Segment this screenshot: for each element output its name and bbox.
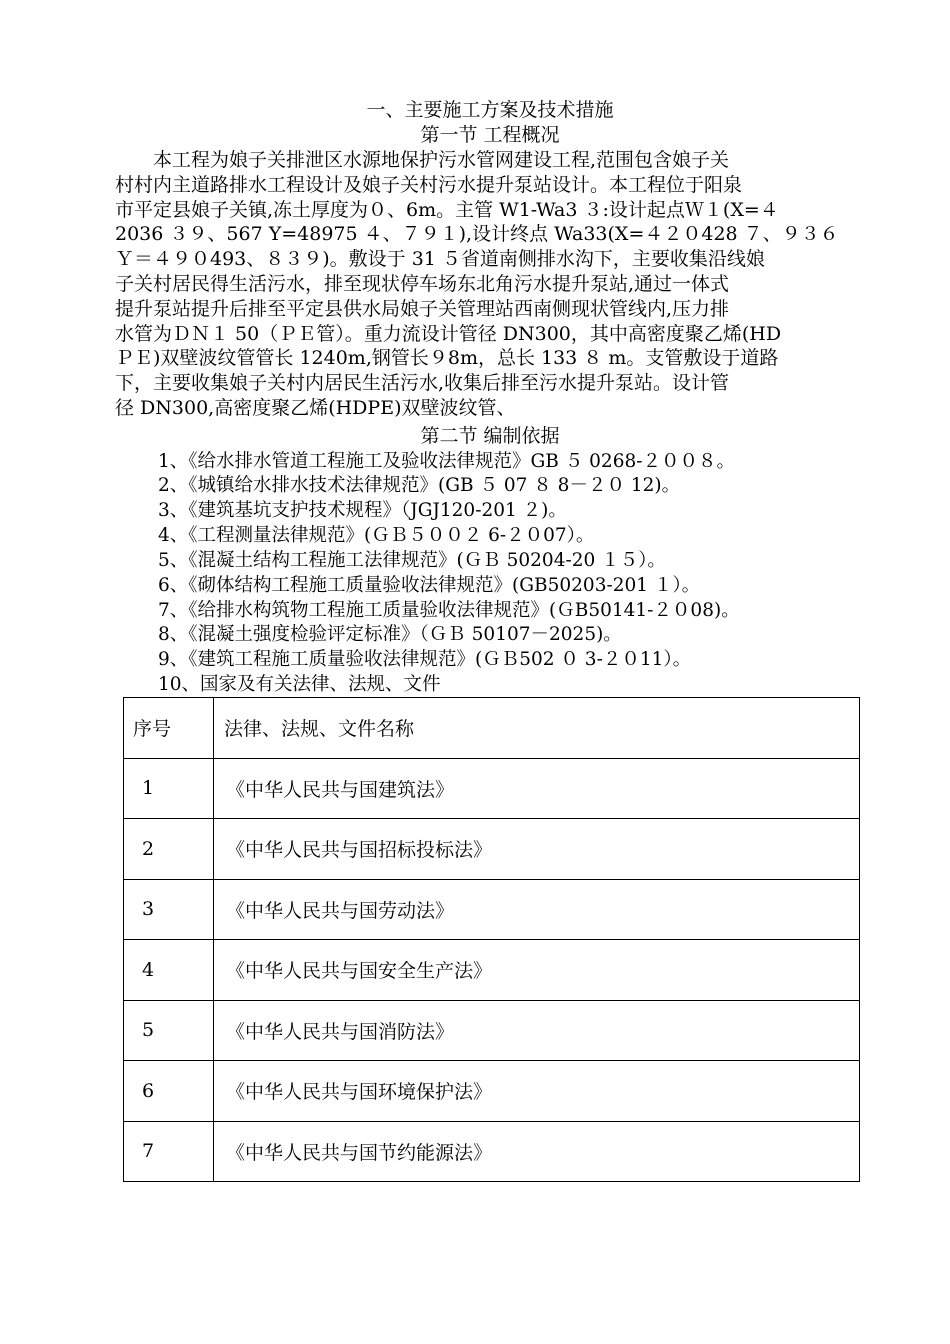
reference-item: 3、《建筑基坑支护技术规程》（JGJ120-201 ２)。 — [158, 500, 567, 521]
reference-item: 7、《给排水构筑物工程施工质量验收法律规范》(ＧB50141-２０08)。 — [158, 600, 740, 621]
row-law-name: 《中华人民共与国节约能源法》 — [214, 1121, 860, 1182]
header-cell-name: 法律、法规、文件名称 — [214, 698, 860, 759]
row-law-name: 《中华人民共与国安全生产法》 — [214, 940, 860, 1001]
paragraph-line: 径 DN300,高密度聚乙烯(HDPE)双壁波纹管、 — [115, 396, 516, 419]
row-law-name: 《中华人民共与国环境保护法》 — [214, 1061, 860, 1122]
table-row — [124, 879, 860, 940]
row-law-name: 《中华人民共与国招标投标法》 — [214, 819, 860, 880]
paragraph-line: 本工程为娘子关排泄区水源地保护污水管网建设工程,范围包含娘子关 — [115, 149, 730, 171]
reference-item: 10、国家及有关法律、法规、文件 — [158, 674, 441, 695]
section2-title: 第二节 编制依据 — [420, 425, 560, 447]
reference-item: 4、《工程测量法律规范》(ＧＢ５００２ 6-２０07）。 — [158, 525, 595, 546]
paragraph-line: 市平定县娘子关镇,冻土厚度为０、6m。主管 W1-Wa3 ３:设计起点Ｗ１(X=４ — [115, 198, 779, 221]
table-row — [124, 940, 860, 1001]
row-number: 6 — [124, 1061, 214, 1122]
row-number: 3 — [124, 879, 214, 940]
row-law-name: 《中华人民共与国劳动法》 — [214, 879, 860, 940]
paragraph-line: 子关村居民得生活污水，排至现状停车场东北角污水提升泵站,通过一体式 — [115, 272, 730, 295]
row-number: 2 — [124, 819, 214, 880]
row-number: 5 — [124, 1000, 214, 1061]
reference-item: 9、《建筑工程施工质量验收法律规范》(ＧＢ502 ０ 3-２０11）。 — [158, 649, 692, 670]
main-heading: 一、主要施工方案及技术措施 — [366, 99, 614, 121]
reference-item: 6、《砌体结构工程施工质量验收法律规范》(GB50203-201 １）。 — [158, 575, 701, 596]
paragraph-line: 2036 ３９、567 Y=48975 ４、７９１),设计终点 Wa33(X=４２０428 ７、９３６ — [115, 223, 839, 246]
laws-table — [123, 697, 860, 1182]
project-overview-paragraph — [115, 148, 860, 421]
row-number: 4 — [124, 940, 214, 1001]
reference-item: 8、《混凝土强度检验评定标准》（ＧＢ 50107－2025)。 — [158, 624, 622, 645]
paragraph-line: 下，主要收集娘子关村内居民生活污水,收集后排至污水提升泵站。设计管 — [115, 372, 730, 395]
header-cell-number: 序号 — [124, 698, 214, 759]
row-law-name: 《中华人民共与国建筑法》 — [214, 758, 860, 819]
paragraph-line: 水管为ＤＮ１ 50（ＰＥ管）。重力流设计管径 DN300，其中高密度聚乙烯(HD — [115, 322, 782, 345]
row-law-name: 《中华人民共与国消防法》 — [214, 1000, 860, 1061]
table-row — [124, 758, 860, 819]
table-row — [124, 819, 860, 880]
paragraph-line: 村村内主道路排水工程设计及娘子关村污水提升泵站设计。本工程位于阳泉 — [115, 173, 743, 196]
section1-title: 第一节 工程概况 — [420, 124, 560, 146]
paragraph-line: ＰＥ)双壁波纹管管长 1240m,钢管长９8m，总长 133 ８ m。支管敷设于道路 — [115, 347, 779, 370]
reference-item: 1、《给水排水管道工程施工及验收法律规范》GB ５ 0268-２００８。 — [158, 451, 735, 472]
table-header-row — [124, 698, 860, 759]
row-number: 1 — [124, 758, 214, 819]
reference-item: 5、《混凝土结构工程施工法律规范》(ＧＢ 50204-20 １５）。 — [158, 550, 666, 571]
row-number: 7 — [124, 1121, 214, 1182]
paragraph-line: 提升泵站提升后排至平定县供水局娘子关管理站西南侧现状管线内,压力排 — [115, 297, 730, 320]
table-row — [124, 1121, 860, 1182]
reference-item: 2、《城镇给水排水技术法律规范》(GB ５ 07 ８ 8－２０ 12)。 — [158, 475, 681, 496]
table-row — [124, 1000, 860, 1061]
table-row — [124, 1061, 860, 1122]
paragraph-line: Ｙ＝４９０493、８３９)。敷设于 31 ５省道南侧排水沟下，主要收集沿线娘 — [115, 248, 765, 271]
